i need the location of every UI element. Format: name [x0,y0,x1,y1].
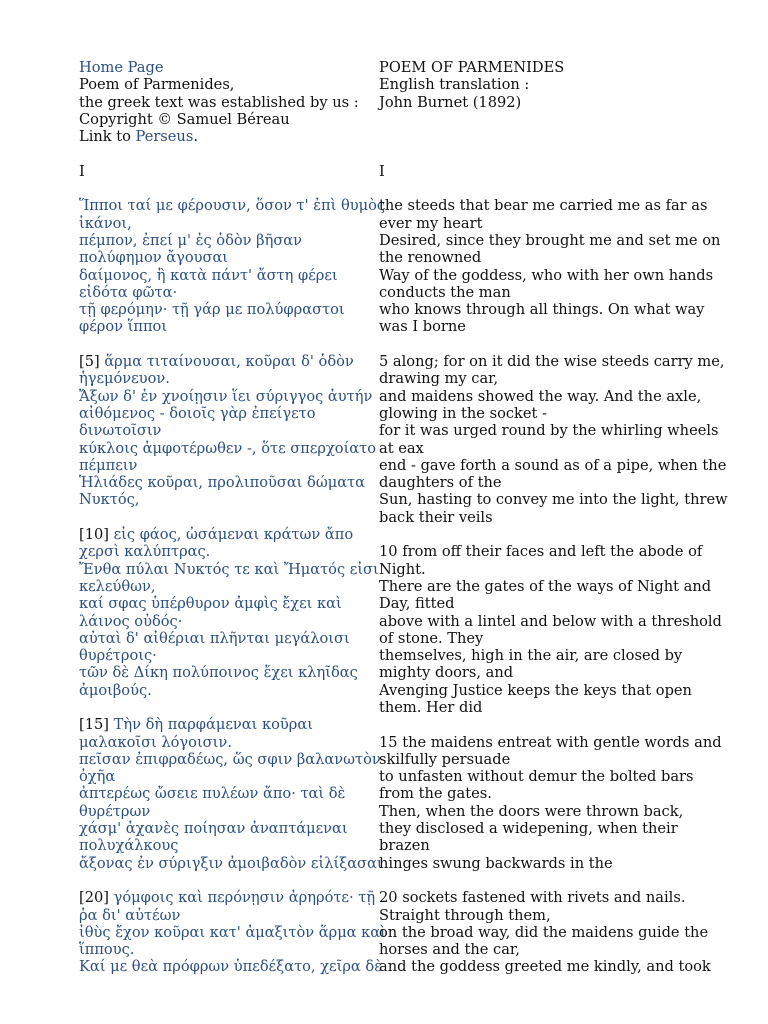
greek-verses [79,197,386,976]
greek-word-links[interactable]: χάσμ' ἀχανὲς ποίησαν ἀναπτάμεναι [79,820,348,838]
spacer [79,145,377,162]
greek-verse-line [79,543,377,560]
greek-verse-line [79,284,377,301]
greek-verse-line [79,457,377,474]
greek-word-links[interactable]: πεῖσαν ἐπιφραδέως, ὥς σφιν βαλανωτὸν [79,750,381,768]
english-verse-line: Straight through them, [379,906,551,924]
translation-label: English translation : [379,76,530,94]
greek-word-links[interactable]: τῇ φερόμην· τῇ γάρ με πολύφραστοι [79,301,345,319]
greek-verse-line [79,803,377,820]
greek-verse-line [79,820,377,837]
greek-word-links[interactable]: ὀχῆα [79,768,116,786]
greek-text-column [79,59,386,976]
verse-number: [20] [79,889,114,907]
spacer [79,180,377,197]
english-verse-line: they disclosed a widepening, when their [379,820,678,838]
greek-word-links[interactable]: Καί με θεὰ πρόφρων ὑπεδέξατο, χεῖρα δὲ [79,958,383,976]
greek-word-links[interactable]: εἰδότα φῶτα· [79,283,178,301]
greek-word-links[interactable]: χερσὶ καλύπτρας. [79,543,211,561]
home-page-link-line [79,59,377,76]
greek-verse-line [79,923,386,941]
translator-name: John Burnet (1892) [379,93,522,111]
greek-word-links[interactable]: ἄξονας ἐν σύριγξιν ἀμοιβαδὸν εἰλίξασαι [79,854,383,872]
english-verse-line: above with a lintel and below with a threshold [379,612,722,630]
greek-word-links[interactable]: ῥα δι' αὐτέων [79,906,181,924]
greek-word-links[interactable]: ἱκάνοι, [79,214,132,232]
greek-verse-line [79,647,377,664]
greek-verse-line [79,267,377,284]
copyright-notice: Copyright © Samuel Béreau [79,110,290,128]
greek-word-links[interactable]: καί σφας ὑπέρθυρον ἀμφὶς ἔχει καὶ [79,595,342,613]
greek-verse-line [79,215,377,232]
english-verse-line: Then, when the doors were thrown back, [379,802,684,820]
greek-verse-line [79,318,377,335]
english-verse-line: Way of the goddess, who with her own hands [379,266,714,284]
spacer [379,716,724,733]
greek-word-links[interactable]: αἰθόμενος - δοιοῖς γὰρ ἐπείγετο [79,404,316,422]
english-verse-line: Day, fitted [379,595,455,613]
english-verse-line: ever my heart [379,214,483,232]
greek-verse-line [79,561,377,578]
english-verse-line: themselves, high in the air, are closed by [379,647,683,665]
english-verse-line: glowing in the socket - [379,404,547,422]
greek-verse-line [79,249,377,266]
english-verse-line: back their veils [379,508,493,526]
english-verse-line: was I borne [379,318,466,336]
greek-verse-line [79,716,377,733]
spacer [379,111,724,128]
english-verse-line: to unfasten without demur the bolted bars [379,768,694,786]
greek-verse-line [79,595,377,612]
spacer [79,336,377,353]
english-verse-line: end - gave forth a sound as of a pipe, when the [379,456,727,474]
verse-number: [15] [79,716,114,734]
greek-word-links[interactable]: κύκλοις ἀμφοτέρωθεν -, ὅτε σπερχοίατο [79,439,377,457]
english-verse-line: at eax [379,439,424,457]
greek-word-links[interactable]: Τὴν δὴ παρφάμεναι κοῦραι [113,716,313,734]
greek-word-links[interactable]: πολυχάλκους [79,837,179,855]
greek-verse-line [79,197,386,215]
greek-verse-line [79,630,377,647]
verse-number: [10] [79,526,114,544]
english-verse-line: drawing my car, [379,370,499,388]
section-numeral-english: I [379,162,385,180]
english-verse-line: There are the gates of the ways of Night and [379,577,712,595]
greek-verse-line [79,422,377,439]
english-verse-line: them. Her did [379,698,483,716]
greek-verse-line [79,664,377,681]
spacer [79,872,377,889]
verse-number: [5] [79,353,105,371]
english-verse-line: daughters of the [379,474,502,492]
spacer [379,336,724,353]
english-verse-line: 10 from off their faces and left the abode of [379,543,703,561]
greek-word-links[interactable]: Ἵπποι ταί με φέρουσιν, ὅσον τ' ἐπὶ θυμὸς [79,197,386,215]
english-verse-line: Night. [379,560,426,578]
english-verse-line: the renowned [379,249,482,267]
english-verse-line: who knows through all things. On what way [379,301,705,319]
greek-word-links[interactable]: Ἡλιάδες κοῦραι, προλιποῦσαι δώματα [79,474,365,492]
greek-verse-line [79,889,377,906]
greek-word-links[interactable]: γόμφοις καὶ περόνῃσιν ἀρηρότε· τῇ [113,889,376,907]
greek-word-links[interactable]: πέμπειν [79,456,138,474]
greek-verse-line [79,941,377,958]
english-verse-line: brazen [379,837,430,855]
english-verse-line: Desired, since they brought me and set me on [379,231,721,249]
english-verse-line: on the broad way, did the maidens guide the [379,923,709,941]
english-verse-line: skilfully persuade [379,750,511,768]
greek-verse-line [79,370,377,387]
translation-title: POEM OF PARMENIDES [379,59,565,76]
greek-word-links[interactable]: λάινος οὐδός· [79,612,183,630]
english-verse-line: Sun, hasting to convey me into the light, threw [379,491,728,509]
spacer [379,145,724,162]
greek-word-links[interactable]: μαλακοῖσι λόγοισιν. [79,733,232,751]
english-verse-line: hinges swung backwards in the [379,854,613,872]
greek-verse-line [79,578,377,595]
section-numeral-greek: I [79,162,85,180]
greek-word-links[interactable]: ἵππους. [79,941,135,959]
greek-verse-line [79,734,377,751]
link-suffix: . [193,128,198,146]
perseus-link[interactable]: Perseus [135,128,194,146]
spacer [379,526,724,543]
greek-word-links[interactable]: ἰθὺς ἔχον κοῦραι κατ' ἀμαξιτὸν ἅρμα καὶ [79,923,386,941]
perseus-link-line [79,128,377,145]
english-translation-column [379,59,728,976]
english-verse-line: from the gates. [379,785,492,803]
english-verse-line: and maidens showed the way. And the axle, [379,387,702,405]
english-verse-line: for it was urged round by the whirling wheels [379,422,719,440]
spacer [379,128,724,145]
greek-word-links[interactable]: πολύφημον ἄγουσαι [79,249,229,267]
english-verse-line: 5 along; for on it did the wise steeds carry me, [379,353,725,371]
greek-verse-line [79,682,377,699]
greek-verse-line [79,474,377,491]
greek-verse-line [79,613,377,630]
greek-verse-line [79,958,383,976]
greek-word-links[interactable]: φέρον ἵπποι [79,318,168,336]
greek-verse-line [79,301,377,318]
english-verse-line: horses and the car, [379,941,520,959]
greek-verse-line [79,440,377,457]
greek-word-links[interactable]: ἀμοιβούς. [79,681,152,699]
english-verse-line: mighty doors, and [379,664,514,682]
greek-verse-line [79,526,377,543]
english-verse-line: of stone. They [379,629,484,647]
english-verse-line: 20 sockets fastened with rivets and nails. [379,889,686,907]
greek-word-links[interactable]: κελεύθων, [79,577,156,595]
greek-verse-line [79,785,377,802]
greek-word-links[interactable]: Ἔνθα πύλαι Νυκτός τε καὶ Ἤματός εἰσι [79,560,379,578]
greek-word-links[interactable]: τῶν δὲ Δίκη πολύποινος ἔχει κληῖδας [79,664,358,682]
spacer [79,509,377,526]
spacer [379,180,724,197]
spacer [79,699,377,716]
greek-word-links[interactable]: ἅρμα τιταίνουσαι, κοῦραι δ' ὁδὸν [104,353,354,371]
spacer [379,872,724,889]
greek-verse-line [79,907,377,924]
greek-word-links[interactable]: δαίμονος, ἣ κατὰ πάντ' ἄστη φέρει [79,266,338,284]
greek-word-links[interactable]: Νυκτός, [79,491,140,509]
english-verse-line: and the goddess greeted me kindly, and took [379,958,711,976]
greek-word-links[interactable]: Ἄξων δ' ἐν χνοίῃσιν ἵει σύριγγος ἀυτήν [79,387,373,405]
greek-word-links[interactable]: ἡγεμόνευον. [79,370,170,388]
home-page-link[interactable]: Home Page [79,59,164,76]
greek-word-links[interactable]: θυρέτρων [79,802,151,820]
greek-verse-line [79,750,381,768]
english-verse-line: the steeds that bear me carried me as far as [379,197,708,215]
greek-verse-line [79,854,383,872]
greek-verse-line [79,232,377,249]
greek-verse-line [79,491,377,508]
greek-word-links[interactable]: εἰς φάος, ὠσάμεναι κράτων ἄπο [113,526,354,544]
link-prefix: Link to [79,128,136,146]
greek-verse-line [79,353,377,370]
poem-intro-line: Poem of Parmenides, [79,76,235,94]
greek-word-links[interactable]: δινωτοῖσιν [79,422,162,440]
greek-verse-line [79,405,377,422]
greek-verse-line [79,388,377,405]
english-verses [379,197,728,976]
greek-word-links[interactable]: ἀπτερέως ὤσειε πυλέων ἄπο· ταὶ δὲ [79,785,346,803]
greek-verse-line [79,837,377,854]
greek-word-links[interactable]: πέμπον, ἐπεί μ' ἐς ὁδὸν βῆσαν [79,231,303,249]
greek-text-note: the greek text was established by us : [79,93,359,111]
english-verse-line: Avenging Justice keeps the keys that open [379,681,692,699]
greek-word-links[interactable]: αὐταὶ δ' αἰθέριαι πλῆνται μεγάλοισι [79,629,350,647]
greek-word-links[interactable]: θυρέτροις· [79,647,157,665]
english-verse-line: 15 the maidens entreat with gentle words and [379,733,722,751]
greek-verse-line [79,768,377,785]
english-verse-line: conducts the man [379,283,511,301]
